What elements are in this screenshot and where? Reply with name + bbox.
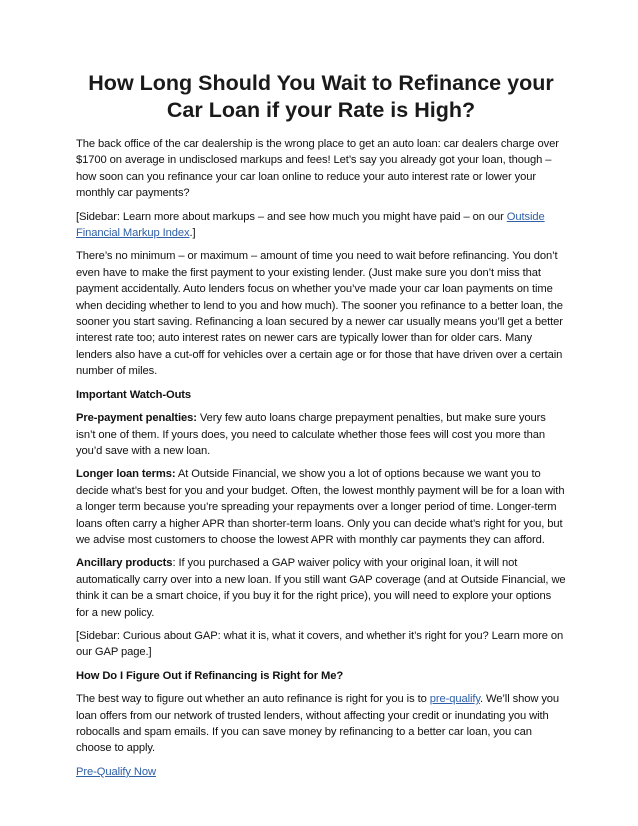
wait-time-paragraph: There’s no minimum – or maximum – amount of time you need to wait before refinancing. You don’t even have to make the first payment to your existing lender. (Just make sure you don’t miss that payment accidentally. Auto lenders focus on whether you’ve made your car loan payments on time when deciding whether to lend to you and how much). The sooner you refinance to a better loan, the sooner you start saving. Refinancing a loan secured by a newer car usually means you’ll get a better interest rate too; auto interest rates on newer cars are typically lower than for older cars. Many lenders also have a cut-off for vehicles over a certain age or for those that have driven over a certain number of miles. xyxy=(76,250,563,378)
best-way-paragraph xyxy=(76,691,566,757)
longer-terms-lead: Longer loan terms: xyxy=(76,468,176,481)
sidebar-gap-paragraph: [Sidebar: Curious about GAP: what it is, what it covers, and whether it’s right for you? Learn more on our GAP page.] xyxy=(76,629,564,659)
sidebar-markup-text-before: [Sidebar: Learn more about markups – and see how much you might have paid – on our xyxy=(76,210,507,223)
pre-qualify-link[interactable]: pre-qualify xyxy=(429,693,481,706)
longer-terms-paragraph xyxy=(76,466,566,548)
cta-paragraph xyxy=(76,764,566,780)
longer-terms-text: At Outside Financial, we show you a lot of options because we want you to decide what’s best for you and your budget. Often, the lowest monthly payment will be for a loan with a longer term because you’re spreading your repayments over a longer period of time. Longer-term loans often carry a higher APR than shorter-term loans. Only you can decide what’s right for you, but we advise most customers to choose the lowest APR with monthly car payments they can afford. xyxy=(76,468,565,546)
prepayment-paragraph xyxy=(76,410,566,459)
ancillary-paragraph xyxy=(76,555,566,621)
pre-qualify-now-link[interactable]: Pre-Qualify Now xyxy=(76,765,156,778)
ancillary-lead: Ancillary products xyxy=(76,557,173,570)
sidebar-markup-paragraph xyxy=(76,209,566,242)
best-way-text-before: The best way to figure out whether an auto refinance is right for you is to xyxy=(76,693,430,706)
best-way-text-after: . We’ll show you loan offers from our network of trusted lenders, without affecting your credit or inundating you with robocalls and spam emails. If you can save money by refinancing to a better car loan, you can choose to apply. xyxy=(76,693,560,755)
prepayment-text: Very few auto loans charge prepayment penalties, but make sure yours isn’t one of them. If yours does, you need to calculate whether those fees will cost you more than you’d save with a new loan. xyxy=(76,412,546,457)
page-title: How Long Should You Wait to Refinance your Car Loan if your Rate is High? xyxy=(88,71,554,122)
markup-index-link[interactable]: Outside Financial Markup Index xyxy=(76,210,545,240)
prepayment-lead: Pre-payment penalties: xyxy=(76,412,197,425)
ancillary-text: : If you purchased a GAP waiver policy with your original loan, it will not automatically carry over into a new loan. If you still want GAP coverage (and at Outside Financial, we think it can be a smart choice, if you buy it for the right price), you will need to explore your options for a new policy. xyxy=(76,557,566,619)
figure-out-heading: How Do I Figure Out if Refinancing is Right for Me? xyxy=(76,669,344,682)
watchouts-heading: Important Watch-Outs xyxy=(76,388,192,401)
sidebar-markup-text-after: .] xyxy=(189,227,196,240)
intro-paragraph: The back office of the car dealership is the wrong place to get an auto loan: car dealers charge over $1700 on average in undisclosed markups and fees! Let’s say you already got your loan, though – how soon can you refinance your car loan online to reduce your auto interest rate or lower your monthly car payments? xyxy=(76,138,559,200)
